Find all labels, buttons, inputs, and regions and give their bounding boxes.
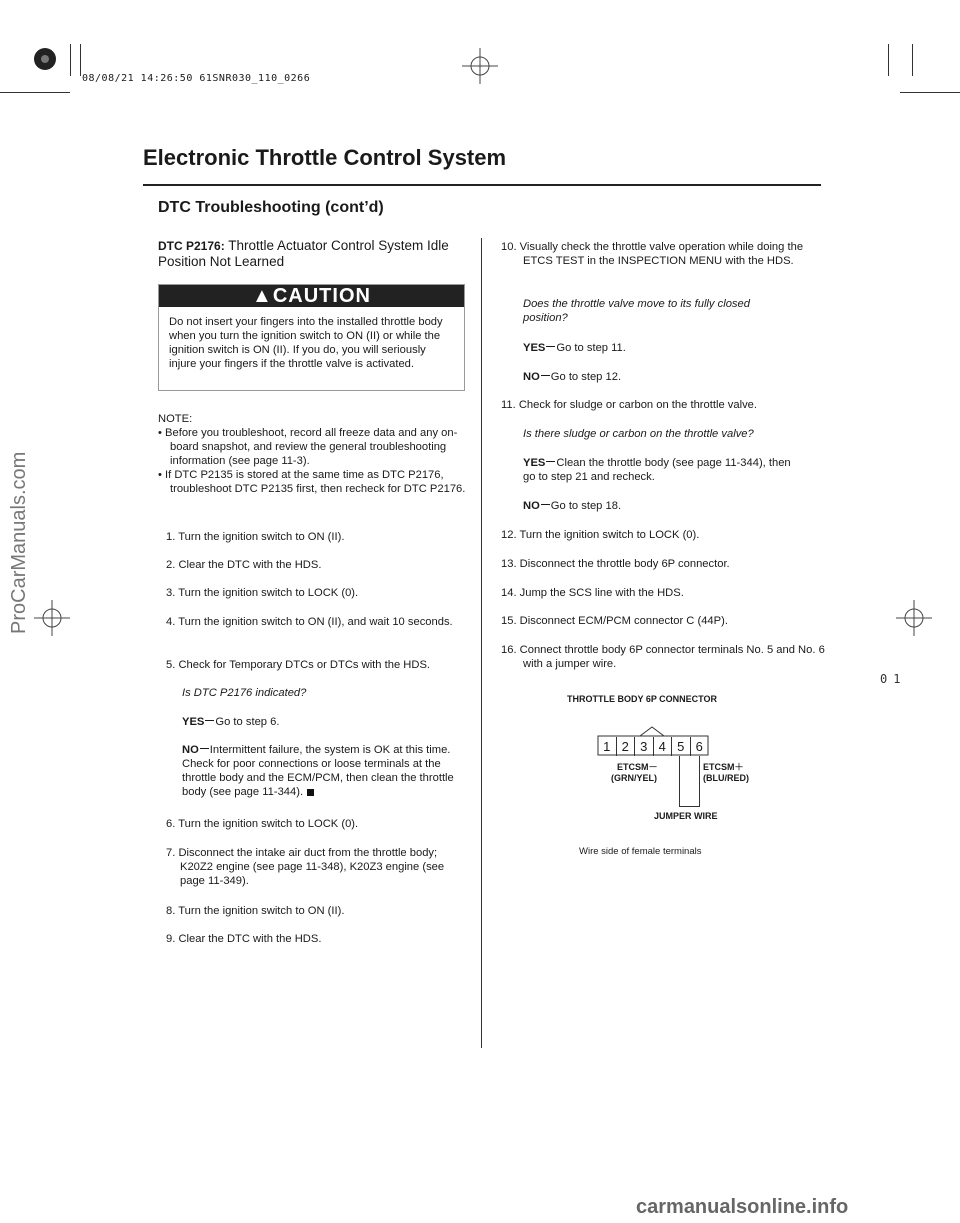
question-11: Is there sludge or carbon on the throttle valve? bbox=[523, 428, 754, 440]
page-title: Electronic Throttle Control System bbox=[143, 145, 507, 170]
caution-text: Do not insert your fingers into the installed throttle body when you turn the ignition switch to ON (II) or while the ignition switch is ON (II). If you do, you will seriously injure your fingers if the throttle valve is activated. bbox=[169, 316, 443, 370]
title-rule bbox=[143, 184, 821, 186]
yes-10: YES Go to step 11. bbox=[523, 342, 626, 354]
connector-pins bbox=[598, 737, 708, 756]
no-10: NO Go to step 12. bbox=[523, 371, 622, 383]
pin-2: 2 bbox=[617, 737, 636, 756]
end-square-icon bbox=[307, 789, 314, 796]
pin-6: 6 bbox=[695, 739, 703, 754]
step-16: 16. Connect throttle body 6P connector terminals No. 5 and No. 6 with a jumper wire. bbox=[501, 644, 825, 670]
column-divider bbox=[481, 238, 482, 1048]
crop-mark bbox=[70, 44, 71, 76]
step-13: 13. Disconnect the throttle body 6P connector. bbox=[501, 558, 730, 570]
step-9: 9. Clear the DTC with the HDS. bbox=[166, 933, 322, 945]
note-block bbox=[158, 412, 468, 496]
step-4: 4. Turn the ignition switch to ON (II), and wait 10 seconds. bbox=[166, 616, 453, 628]
bottom-watermark: carmanualsonline.info bbox=[636, 1196, 849, 1218]
yes-11: YES Clean the throttle body (see page 11-344), then go to step 21 and recheck. bbox=[523, 457, 791, 483]
crosshair-mark-left bbox=[34, 600, 70, 636]
pin-4: 4 bbox=[654, 737, 673, 756]
crop-mark bbox=[900, 92, 960, 93]
dtc-heading bbox=[158, 238, 468, 269]
step-15: 15. Disconnect ECM/PCM connector C (44P). bbox=[501, 615, 728, 627]
registration-mark-dot-inner bbox=[41, 55, 49, 63]
note-bullet: • Before you troubleshoot, record all freeze data and any on-board snapshot, and review the general troubleshooting information (see page 11-3). bbox=[158, 427, 458, 467]
step-7: 7. Disconnect the intake air duct from the throttle body; K20Z2 engine (see page 11-348), K20Z3 engine (see page 11-349). bbox=[166, 847, 445, 887]
step-11: 11. Check for sludge or carbon on the throttle valve. bbox=[501, 399, 758, 411]
step-10: 10. Visually check the throttle valve operation while doing the ETCS TEST in the INSPECTION MENU with the HDS. bbox=[501, 241, 804, 267]
jumper-wire-shape bbox=[679, 756, 700, 807]
step-6: 6. Turn the ignition switch to LOCK (0). bbox=[166, 818, 359, 830]
question-5: Is DTC P2176 indicated? bbox=[182, 687, 307, 699]
step-3: 3. Turn the ignition switch to LOCK (0). bbox=[166, 587, 359, 599]
step-5: 5. Check for Temporary DTCs or DTCs with the HDS. bbox=[166, 659, 431, 671]
step-2: 2. Clear the DTC with the HDS. bbox=[166, 559, 322, 571]
jumper-wire-label: JUMPER WIRE bbox=[654, 811, 718, 821]
no-11: NO Go to step 18. bbox=[523, 500, 622, 512]
section-title: DTC Troubleshooting (cont’d) bbox=[158, 199, 384, 216]
dtc-description: Throttle Actuator Control System Idle Position Not Learned bbox=[158, 238, 449, 269]
crop-mark bbox=[0, 92, 70, 93]
step-8: 8. Turn the ignition switch to ON (II). bbox=[166, 905, 345, 917]
crop-mark bbox=[912, 44, 913, 76]
pin-5: 5 bbox=[672, 737, 691, 756]
etcsm-minus-label: ETCSM－ (GRN/YEL) bbox=[611, 762, 658, 783]
etcsm-plus-label: ETCSM＋ (BLU/RED) bbox=[703, 762, 749, 783]
connector-title: THROTTLE BODY 6P CONNECTOR bbox=[567, 694, 718, 704]
question-10: Does the throttle valve move to its fully closed position? bbox=[523, 298, 750, 324]
connector-caption: Wire side of female terminals bbox=[579, 846, 702, 857]
caution-header bbox=[159, 285, 464, 307]
crosshair-mark-top bbox=[462, 48, 498, 84]
note-bullet: • If DTC P2135 is stored at the same time as DTC P2176, troubleshoot DTC P2135 first, then recheck for DTC P2176. bbox=[158, 469, 466, 495]
yes-5: YES Go to step 6. bbox=[182, 716, 280, 728]
warning-icon: ▲ bbox=[252, 285, 273, 307]
print-stamp: 08/08/21 14:26:50 61SNR030_110_0266 bbox=[82, 73, 311, 84]
caution-label: CAUTION bbox=[272, 285, 371, 307]
step-1: 1. Turn the ignition switch to ON (II). bbox=[166, 531, 345, 543]
page-marker: 01 bbox=[880, 672, 907, 686]
side-watermark: ProCarManuals.com bbox=[8, 451, 30, 634]
caution-box bbox=[158, 284, 465, 391]
no-5: NO Intermittent failure, the system is OK at this time. Check for poor connections or loose terminals at the throttle body and the ECM/PCM, then clean the throttle body (see page 11-344). bbox=[182, 744, 454, 798]
note-heading: NOTE: bbox=[158, 413, 193, 425]
dtc-code: DTC P2176: bbox=[158, 239, 225, 253]
crop-mark bbox=[888, 44, 889, 76]
crop-mark bbox=[80, 44, 81, 76]
step-14: 14. Jump the SCS line with the HDS. bbox=[501, 587, 684, 599]
pin-3: 3 bbox=[635, 737, 654, 756]
step-12: 12. Turn the ignition switch to LOCK (0). bbox=[501, 529, 700, 541]
crosshair-mark-right bbox=[896, 600, 932, 636]
pin-1: 1 bbox=[598, 737, 617, 756]
